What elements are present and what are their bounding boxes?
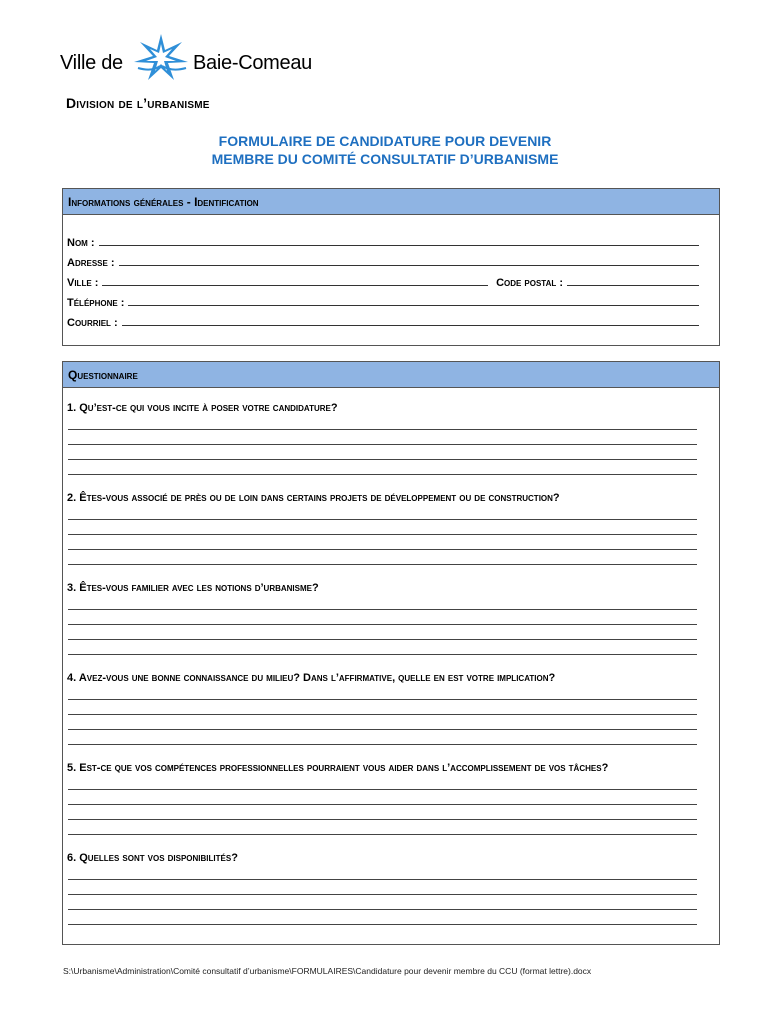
answer-line[interactable] <box>68 894 697 895</box>
code-postal-field[interactable] <box>567 285 699 286</box>
answer-line[interactable] <box>68 474 697 475</box>
answer-line[interactable] <box>68 639 697 640</box>
answer-line[interactable] <box>68 624 697 625</box>
answer-line[interactable] <box>68 714 697 715</box>
question-1: 1. Qu’est-ce qui vous incite à poser votre candidature? <box>67 402 338 414</box>
file-path-footer: S:\Urbanisme\Administration\Comité consultatif d’urbanisme\FORMULAIRES\Candidature pour devenir membre du CCU (format lettre).docx <box>63 966 592 976</box>
code-postal-label: Code postal : <box>496 277 563 289</box>
city-logo <box>60 32 330 82</box>
answer-line[interactable] <box>68 429 697 430</box>
questionnaire-section <box>62 361 720 945</box>
answer-line[interactable] <box>68 834 697 835</box>
star-logo-icon <box>132 32 190 82</box>
form-title-line-1: FORMULAIRE DE CANDIDATURE POUR DEVENIR <box>218 133 552 149</box>
answer-line[interactable] <box>68 924 697 925</box>
answer-line[interactable] <box>68 744 697 745</box>
answer-line[interactable] <box>68 519 697 520</box>
nom-field[interactable] <box>99 245 699 246</box>
telephone-label: Téléphone : <box>67 297 125 309</box>
answer-line[interactable] <box>68 654 697 655</box>
nom-label: Nom : <box>67 237 95 249</box>
answer-line[interactable] <box>68 564 697 565</box>
answer-line[interactable] <box>68 444 697 445</box>
logo-word-baie-comeau: Baie-Comeau <box>193 52 312 74</box>
answer-line[interactable] <box>68 459 697 460</box>
answer-line[interactable] <box>68 534 697 535</box>
answer-line[interactable] <box>68 804 697 805</box>
telephone-row <box>67 293 699 309</box>
courriel-label: Courriel : <box>67 317 118 329</box>
question-5: 5. Est-ce que vos compétences professionnelles pourraient vous aider dans l’accomplissement de vos tâches? <box>67 762 609 774</box>
answer-line[interactable] <box>68 879 697 880</box>
ville-label: Ville : <box>67 277 99 289</box>
question-6: 6. Quelles sont vos disponibilités? <box>67 852 238 864</box>
logo-word-ville-de: Ville de <box>60 52 123 74</box>
answer-line[interactable] <box>68 789 697 790</box>
ville-row <box>67 273 699 289</box>
courriel-row <box>67 313 699 329</box>
question-4: 4. Avez-vous une bonne connaissance du milieu? Dans l’affirmative, quelle en est votre implication? <box>67 672 556 684</box>
answer-line[interactable] <box>68 909 697 910</box>
division-heading: Division de l’urbanisme <box>66 95 210 111</box>
courriel-field[interactable] <box>122 325 699 326</box>
question-3: 3. Êtes-vous familier avec les notions d’urbanisme? <box>67 582 319 594</box>
answer-line[interactable] <box>68 729 697 730</box>
nom-row <box>67 233 699 249</box>
questionnaire-header: Questionnaire <box>63 362 719 388</box>
answer-line[interactable] <box>68 549 697 550</box>
adresse-row <box>67 253 699 269</box>
question-2: 2. Êtes-vous associé de près ou de loin dans certains projets de développement ou de construction? <box>67 492 560 504</box>
adresse-label: Adresse : <box>67 257 115 269</box>
answer-line[interactable] <box>68 609 697 610</box>
answer-line[interactable] <box>68 819 697 820</box>
telephone-field[interactable] <box>128 305 699 306</box>
adresse-field[interactable] <box>119 265 699 266</box>
ville-field[interactable] <box>102 285 488 286</box>
form-title <box>0 132 770 168</box>
general-info-section <box>62 188 720 346</box>
answer-line[interactable] <box>68 699 697 700</box>
general-info-header: Informations générales - Identification <box>63 189 719 215</box>
form-title-line-2: MEMBRE DU COMITÉ CONSULTATIF D’URBANISME <box>211 151 559 167</box>
